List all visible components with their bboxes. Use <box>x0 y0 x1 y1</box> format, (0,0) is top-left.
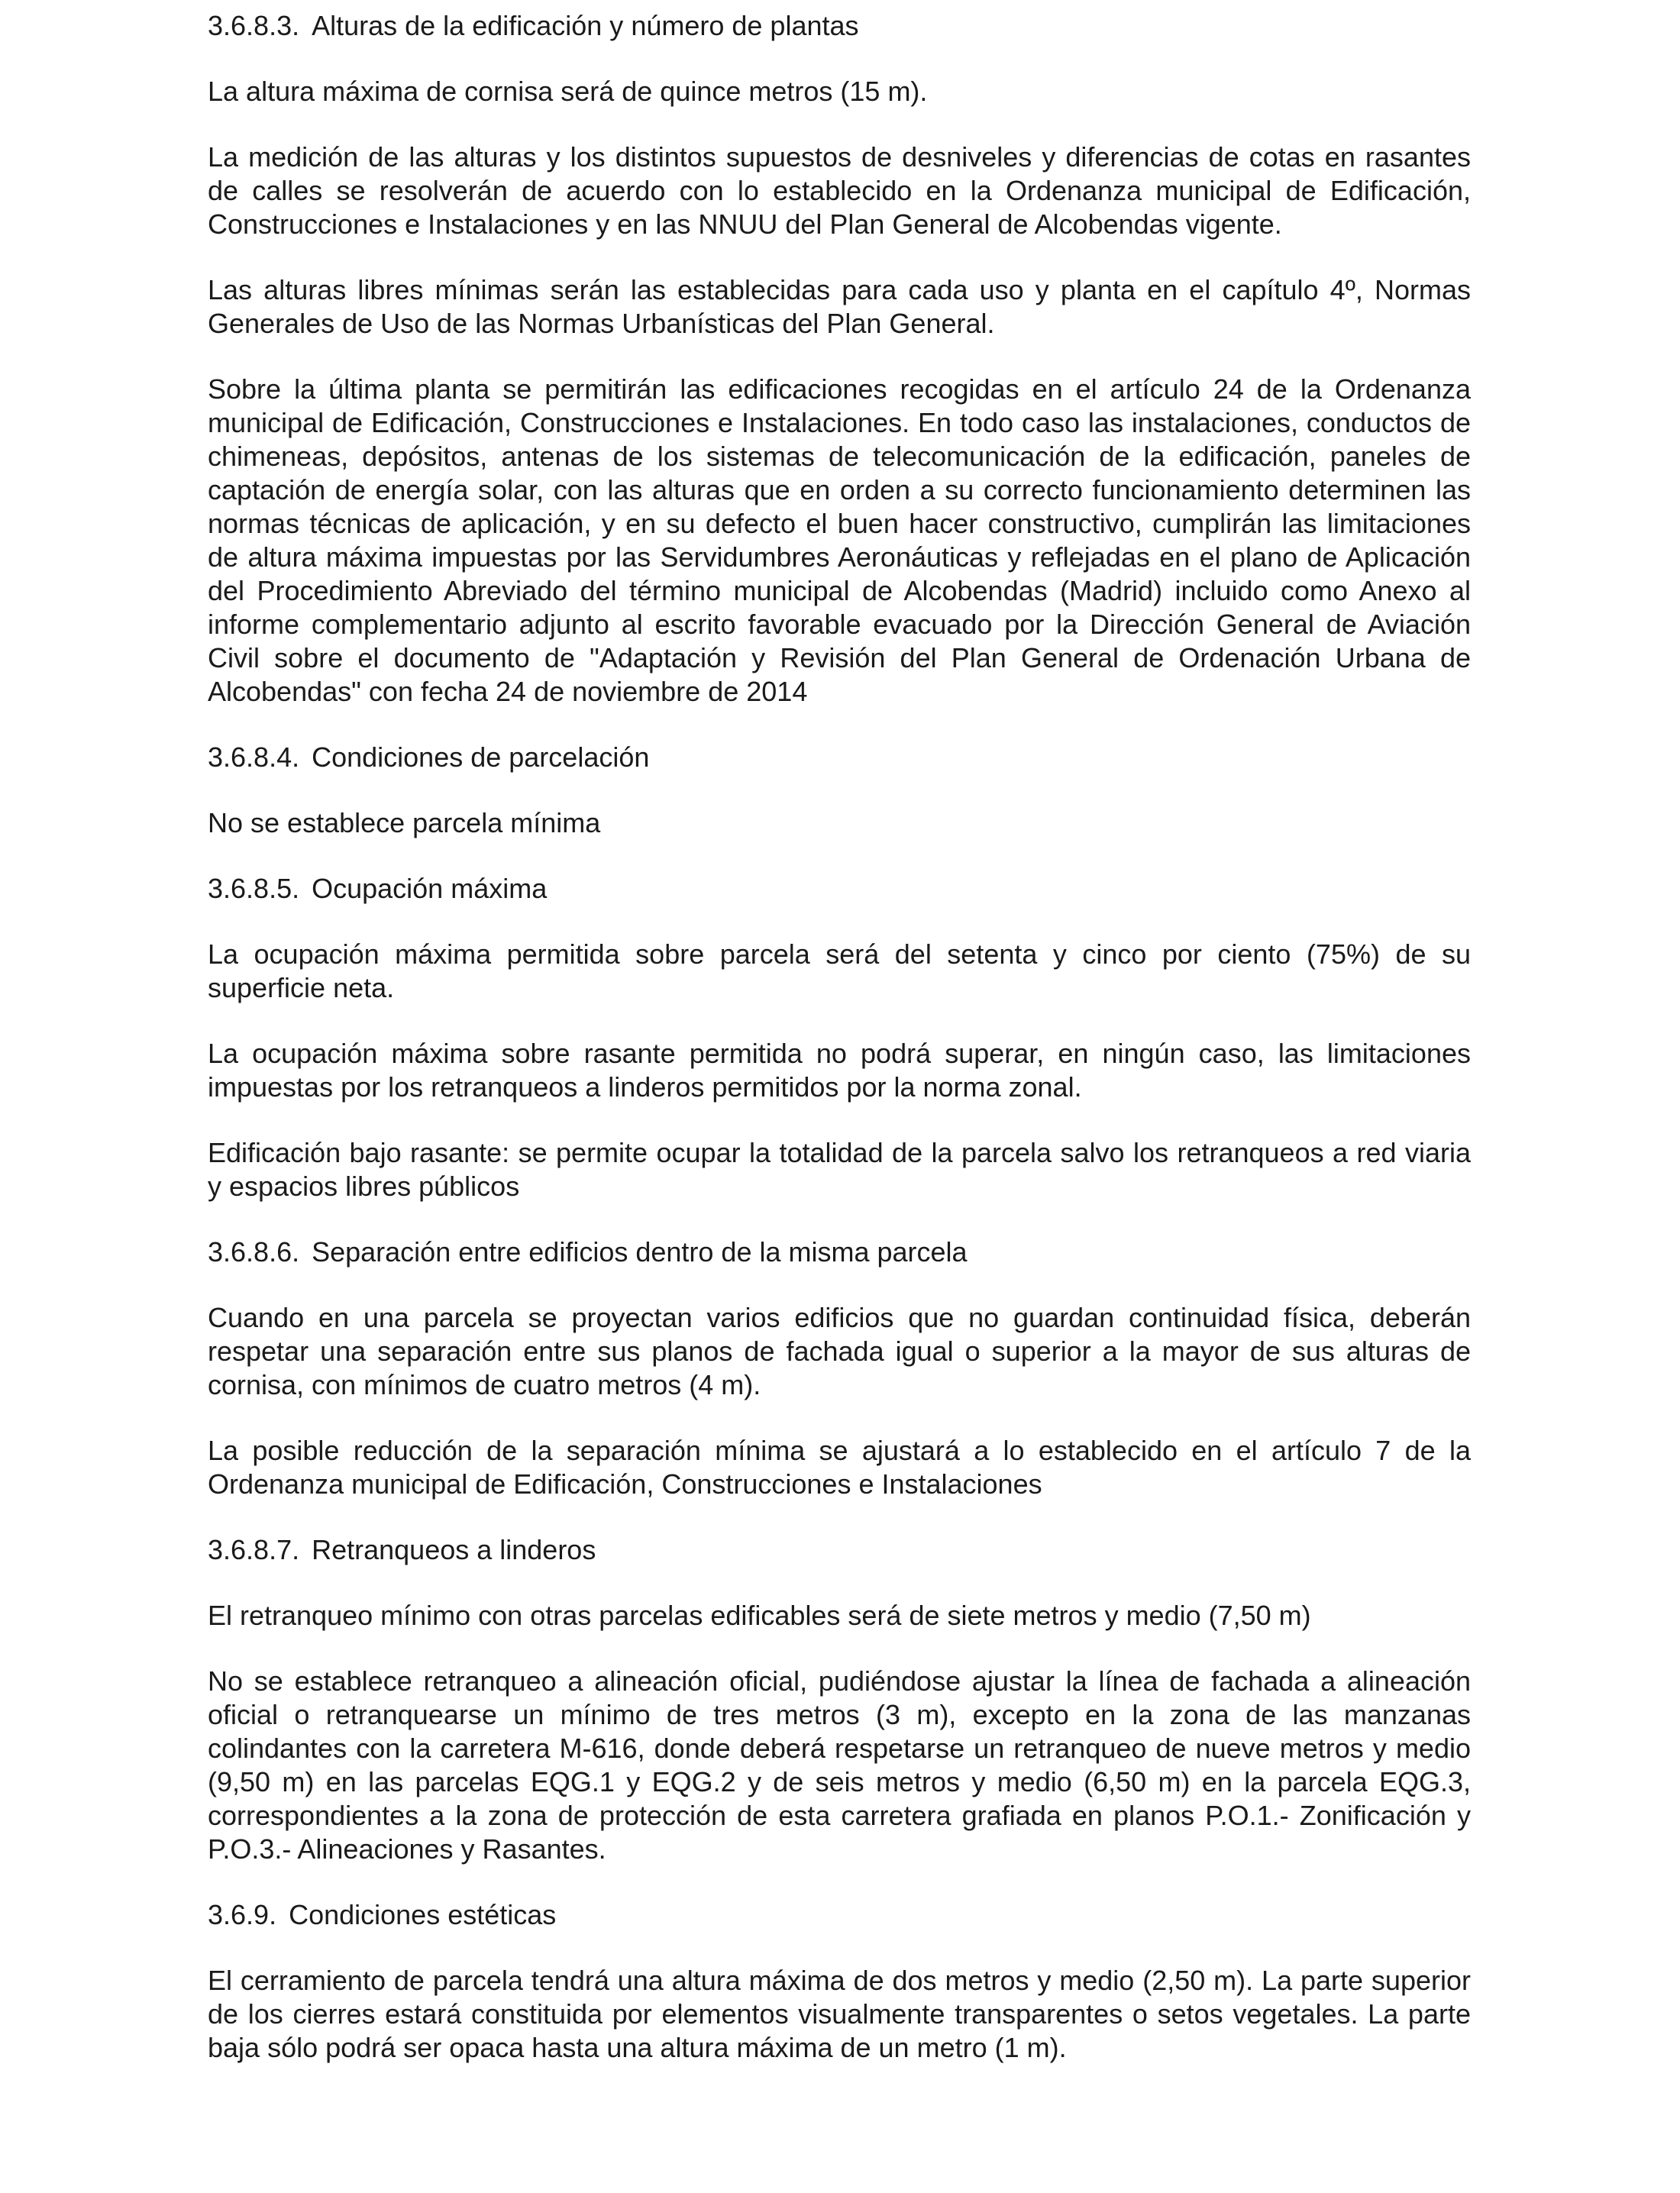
section-number: 3.6.8.4. <box>208 741 300 773</box>
section-title: Condiciones estéticas <box>289 1899 557 1930</box>
paragraph: No se establece retranqueo a alineación oficial, pudiéndose ajustar la línea de fachada a alineación oficial o retranquearse un mínimo de tres metros (3 m), excepto en la zona de las manzanas colindantes con la carretera M-616, donde deberá respetarse un retranqueo de nueve metros y medio (9,50 m) en las parcelas EQG.1 y EQG.2 y de seis metros y medio (6,50 m) en la parcela EQG.3, correspondientes a la zona de protección de esta carretera grafiada en planos P.O.1.- Zonificación y P.O.3.- Alineaciones y Rasantes. <box>208 1665 1471 1865</box>
paragraph: No se establece parcela mínima <box>208 807 601 838</box>
paragraph: El cerramiento de parcela tendrá una altura máxima de dos metros y medio (2,50 m). La parte superior de los cierres estará constituida por elementos visualmente transparentes o setos vegetales. La parte baja sólo podrá ser opaca hasta una altura máxima de un metro (1 m). <box>208 1965 1471 2063</box>
section-number: 3.6.8.7. <box>208 1534 300 1565</box>
paragraph: La ocupación máxima permitida sobre parcela será del setenta y cinco por ciento (75%) de su superficie neta. <box>208 938 1471 1003</box>
section-number: 3.6.8.5. <box>208 873 300 904</box>
section-3-6-8-5 <box>208 872 1471 1203</box>
paragraph: La altura máxima de cornisa será de quince metros (15 m). <box>208 76 928 107</box>
section-number: 3.6.9. <box>208 1899 277 1930</box>
section-title: Ocupación máxima <box>312 873 548 904</box>
section-number: 3.6.8.6. <box>208 1236 300 1268</box>
section-heading <box>208 1898 1471 1932</box>
section-3-6-8-4 <box>208 741 1471 840</box>
section-heading <box>208 1235 1471 1269</box>
paragraph: Las alturas libres mínimas serán las establecidas para cada uso y planta en el capítulo 4º, Normas Generales de Uso de las Normas Urbanísticas del Plan General. <box>208 274 1471 339</box>
paragraph: Cuando en una parcela se proyectan varios edificios que no guardan continuidad física, deberán respetar una separación entre sus planos de fachada igual o superior a la mayor de sus alturas de cornisa, con mínimos de cuatro metros (4 m). <box>208 1302 1471 1400</box>
paragraph: La medición de las alturas y los distintos supuestos de desniveles y diferencias de cotas en rasantes de calles se resolverán de acuerdo con lo establecido en la Ordenanza municipal de Edificación, Construcciones e Instalaciones y en las NNUU del Plan General de Alcobendas vigente. <box>208 141 1471 240</box>
section-3-6-8-6 <box>208 1235 1471 1501</box>
section-title: Separación entre edificios dentro de la misma parcela <box>312 1236 968 1268</box>
section-3-6-8-3 <box>208 9 1471 709</box>
section-3-6-9 <box>208 1898 1471 2065</box>
section-title: Condiciones de parcelación <box>312 741 650 773</box>
paragraph: La ocupación máxima sobre rasante permitida no podrá superar, en ningún caso, las limitaciones impuestas por los retranqueos a linderos permitidos por la norma zonal. <box>208 1038 1471 1103</box>
paragraph: Edificación bajo rasante: se permite ocupar la totalidad de la parcela salvo los retranqueos a red viaria y espacios libres públicos <box>208 1137 1471 1202</box>
document-page <box>208 9 1471 2065</box>
paragraph: La posible reducción de la separación mínima se ajustará a lo establecido en el artículo 7 de la Ordenanza municipal de Edificación, Construcciones e Instalaciones <box>208 1435 1471 1500</box>
paragraph: El retranqueo mínimo con otras parcelas edificables será de siete metros y medio (7,50 m) <box>208 1600 1311 1631</box>
section-number: 3.6.8.3. <box>208 10 300 41</box>
paragraph: Sobre la última planta se permitirán las edificaciones recogidas en el artículo 24 de la Ordenanza municipal de Edificación, Construcciones e Instalaciones. En todo caso las instalaciones, conductos de chimeneas, depósitos, antenas de los sistemas de telecomunicación de la edificación, paneles de captación de energía solar, con las alturas que en orden a su correcto funcionamiento determinen las normas técnicas de aplicación, y en su defecto el buen hacer constructivo, cumplirán las limitaciones de altura máxima impuestas por las Servidumbres Aeronáuticas y reflejadas en el plano de Aplicación del Procedimiento Abreviado del término municipal de Alcobendas (Madrid) incluido como Anexo al informe complementario adjunto al escrito favorable evacuado por la Dirección General de Aviación Civil sobre el documento de "Adaptación y Revisión del Plan General de Ordenación Urbana de Alcobendas" con fecha 24 de noviembre de 2014 <box>208 373 1471 707</box>
section-title: Alturas de la edificación y número de plantas <box>312 10 859 41</box>
section-heading <box>208 872 1471 906</box>
section-heading <box>208 9 1471 43</box>
section-3-6-8-7 <box>208 1533 1471 1866</box>
section-heading <box>208 1533 1471 1567</box>
section-heading <box>208 741 1471 774</box>
section-title: Retranqueos a linderos <box>312 1534 596 1565</box>
